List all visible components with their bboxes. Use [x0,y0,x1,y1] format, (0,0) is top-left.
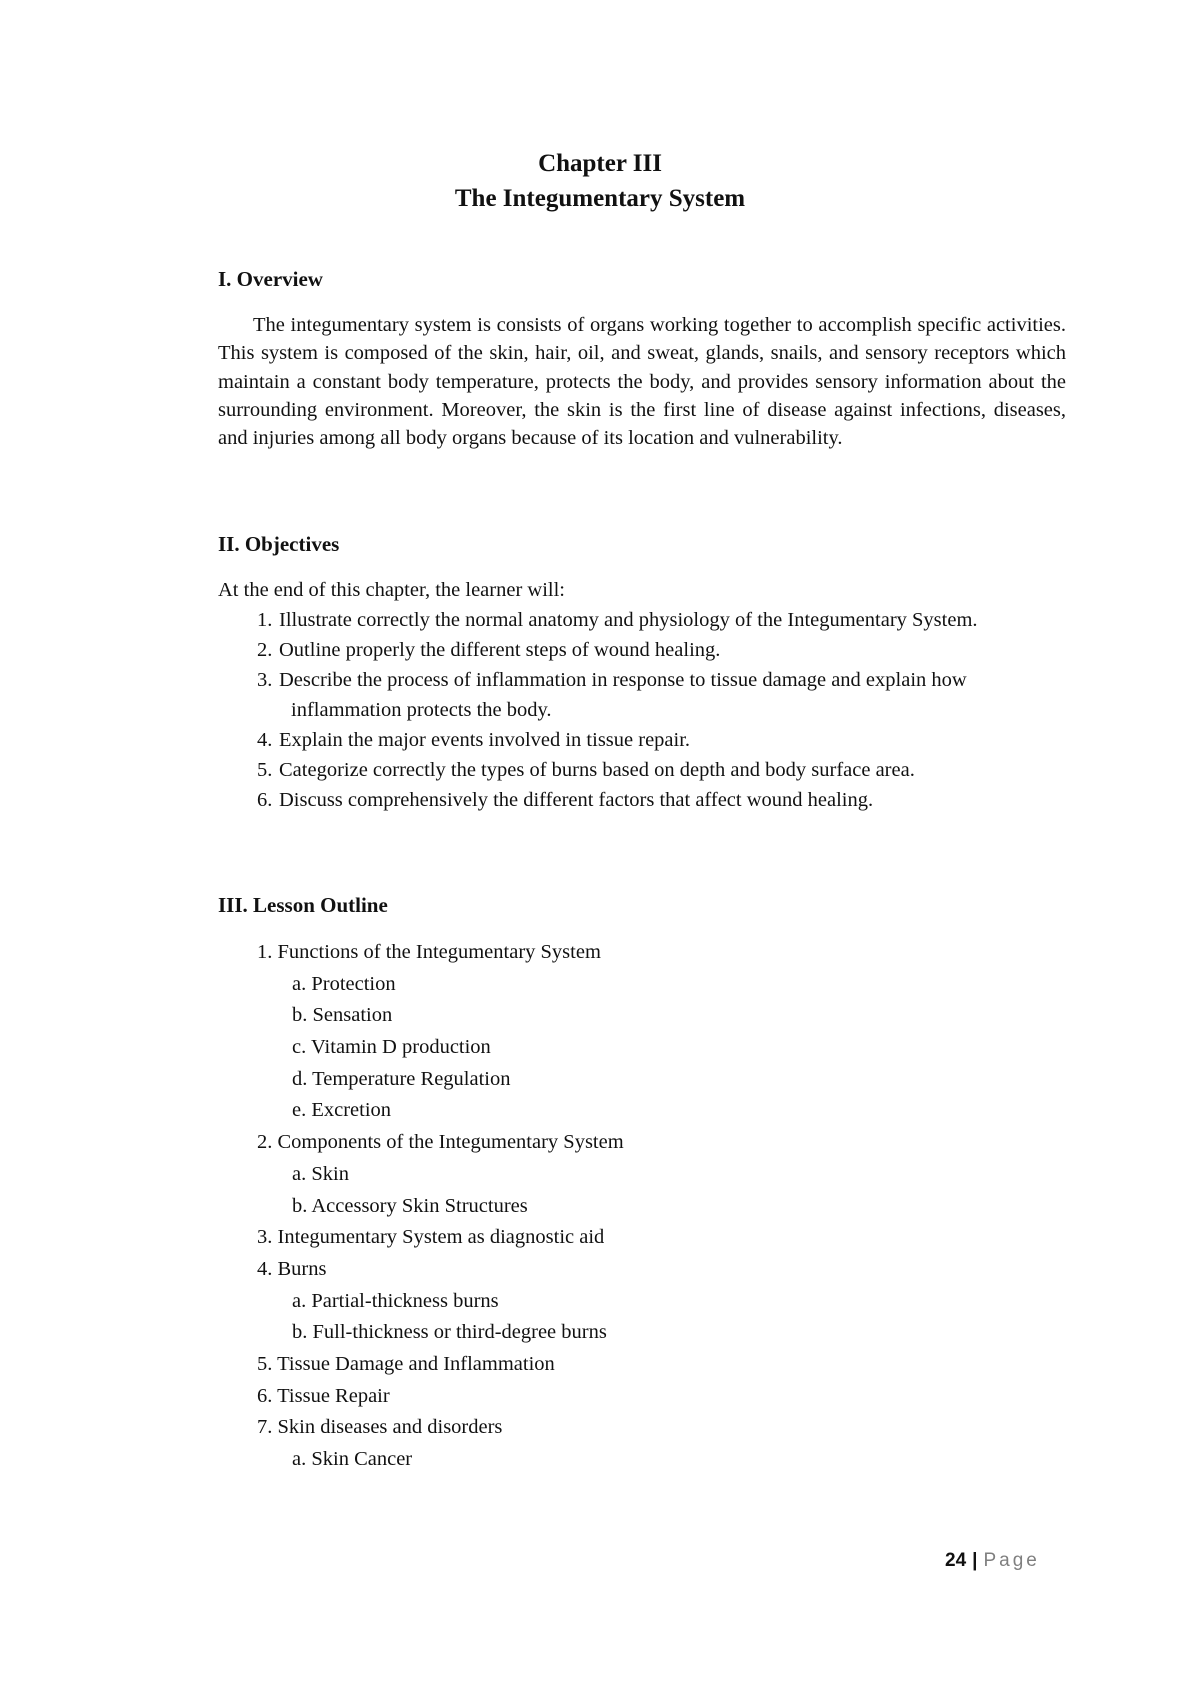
objective-text: Describe the process of inflammation in response to tissue damage and explain how inflammation protects the body. [279,669,967,721]
objective-number: 5. [257,759,273,781]
outline-item: 3. Integumentary System as diagnostic aid [257,1226,605,1249]
outline-item: 4. Burns [257,1257,327,1280]
objective-item [257,725,1057,755]
objective-item [257,635,1057,665]
page-label: Page [983,1550,1040,1571]
outline-subitem: b. Sensation [292,1004,393,1027]
overview-heading: I. Overview [218,267,323,291]
outline-subitem: b. Full-thickness or third-degree burns [292,1321,607,1344]
objectives-intro: At the end of this chapter, the learner will: [218,579,565,601]
objectives-list [257,605,1057,815]
objective-text: Explain the major events involved in tissue repair. [279,729,691,751]
objective-item [257,755,1057,785]
objective-item [257,605,1057,635]
chapter-number: Chapter III [538,150,662,177]
outline-subitem: a. Skin [292,1162,349,1185]
objective-number: 2. [257,639,273,661]
page-footer [945,1549,1040,1573]
lesson-outline-list [257,937,624,1476]
lesson-outline-heading: III. Lesson Outline [218,893,388,917]
outline-subitem: a. Skin Cancer [292,1448,413,1470]
outline-subitem: c. Vitamin D production [292,1036,491,1059]
objective-item [257,665,1057,725]
objective-text: Discuss comprehensively the different factors that affect wound healing. [279,789,874,811]
chapter-title: The Integumentary System [454,185,746,212]
outline-subitem: b. Accessory Skin Structures [292,1194,528,1217]
footer-separator: | [972,1550,978,1571]
outline-subitem: a. Protection [292,972,396,995]
outline-item: 2. Components of the Integumentary System [257,1131,624,1154]
objectives-heading: II. Objectives [218,532,340,556]
outline-subitem: d. Temperature Regulation [292,1067,511,1090]
overview-paragraph: The integumentary system is consists of organs working together to accomplish specific activities. This system is composed of the skin, hair, oil, and sweat, glands, snails, and sensory receptors which maintain a constant body temperature, protects the body, and provides sensory information about the surrounding environment. Moreover, the skin is the first line of disease against infections, diseases, and injuries among all body organs because of its location and vulnerability. [218,314,1066,450]
objective-text: Outline properly the different steps of wound healing. [279,639,721,661]
outline-item: 6. Tissue Repair [257,1384,390,1407]
outline-item: 1. Functions of the Integumentary System [257,941,601,963]
objective-number: 3. [257,669,273,691]
outline-item: 7. Skin diseases and disorders [257,1416,503,1439]
objective-text: Categorize correctly the types of burns based on depth and body surface area. [279,759,915,781]
objective-number: 6. [257,789,273,811]
objective-number: 4. [257,729,273,751]
objective-number: 1. [257,609,273,631]
outline-item: 5. Tissue Damage and Inflammation [257,1352,555,1375]
page-number: 24 [945,1550,967,1571]
objective-text: Illustrate correctly the normal anatomy and physiology of the Integumentary System. [279,609,978,631]
outline-subitem: e. Excretion [292,1099,392,1122]
objective-item [257,785,1057,815]
outline-subitem: a. Partial-thickness burns [292,1289,499,1312]
